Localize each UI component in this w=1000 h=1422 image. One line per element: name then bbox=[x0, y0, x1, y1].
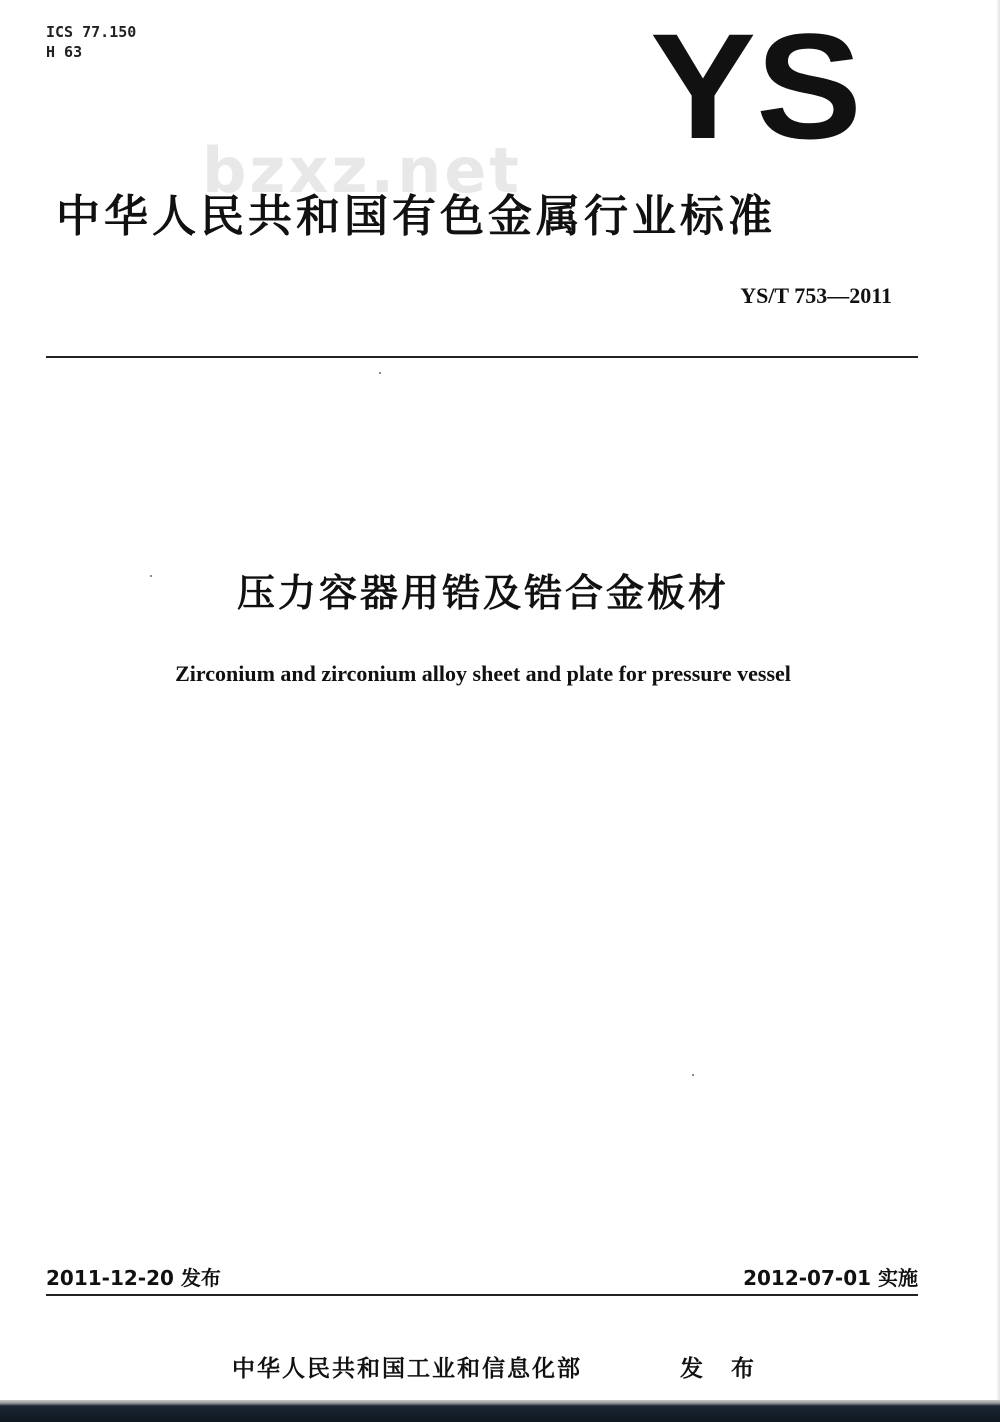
scan-speck bbox=[379, 372, 381, 374]
ics-code: ICS 77.150 bbox=[46, 23, 137, 41]
classification-codes bbox=[46, 22, 136, 62]
watermark: bzxz.net bbox=[202, 134, 522, 207]
scan-speck bbox=[692, 1074, 694, 1076]
implementation-date: 2012-07-01 实施 bbox=[743, 1266, 918, 1290]
issue-date: 2011-12-20 发布 bbox=[46, 1266, 221, 1290]
document-title-en: Zirconium and zirconium alloy sheet and plate for pressure vessel bbox=[175, 661, 791, 686]
ys-logo bbox=[648, 20, 864, 148]
page-edge-shadow bbox=[996, 0, 1000, 1400]
bottom-divider bbox=[46, 1294, 918, 1296]
logo-text: YS bbox=[650, 20, 862, 148]
standard-body-title: 中华人民共和国有色金属行业标准 bbox=[56, 191, 776, 242]
document-title-cn: 压力容器用锆及锆合金板材 bbox=[236, 571, 729, 615]
top-divider bbox=[46, 356, 918, 358]
publisher-name: 中华人民共和国工业和信息化部 bbox=[232, 1356, 582, 1382]
standard-number: YS/T 753—2011 bbox=[740, 283, 892, 308]
class-code: H 63 bbox=[46, 43, 83, 61]
publish-label: 发 布 bbox=[680, 1356, 765, 1382]
scan-bottom-strip bbox=[0, 1400, 1000, 1422]
